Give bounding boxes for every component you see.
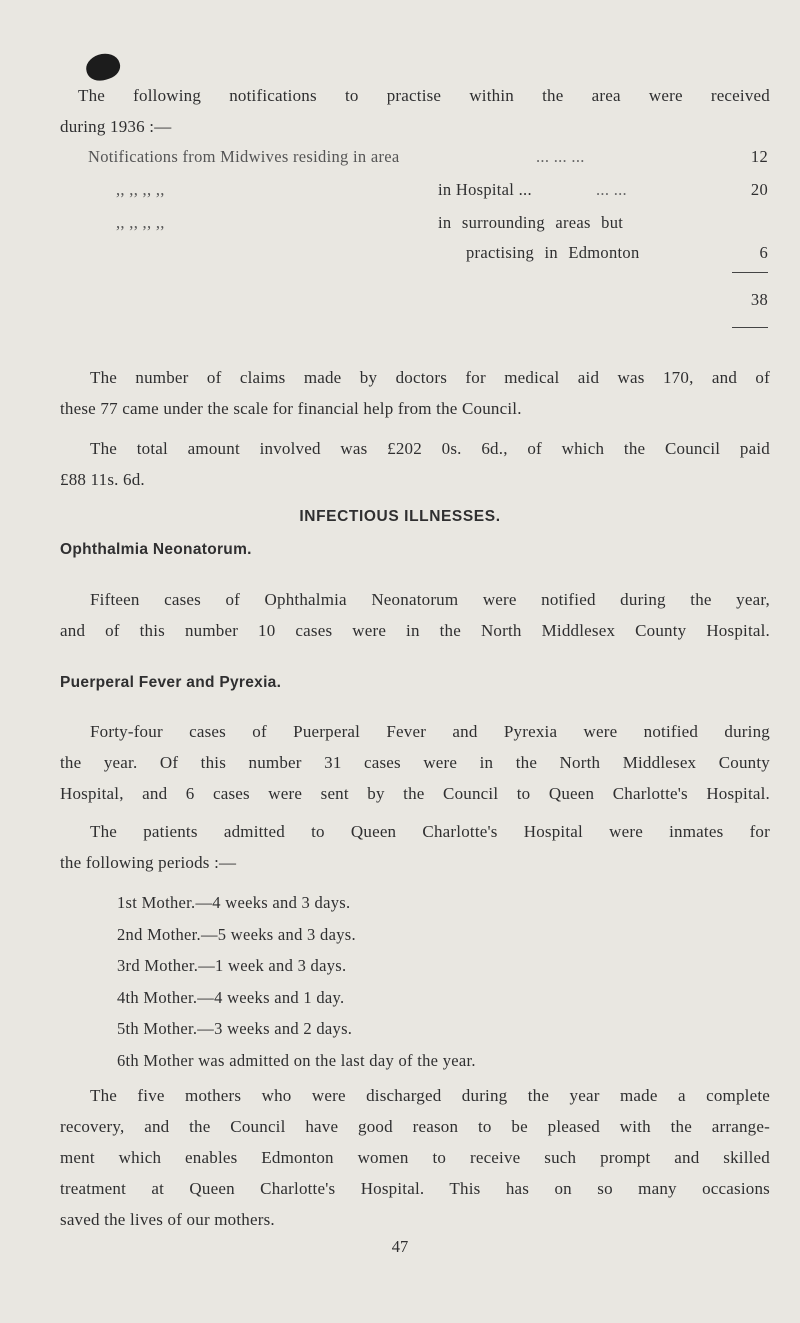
row-leader-dots: ... ... — [596, 180, 627, 199]
list-item: 5th Mother.—3 weeks and 2 days. — [117, 1019, 353, 1038]
puerperal-line-3: Hospital, and 6 cases were sent by the Council to Queen Charlotte's Hospital. — [60, 784, 770, 803]
row-value: 20 — [750, 180, 768, 199]
intro-line-1: The following notifications to practise within the area were received — [78, 86, 770, 105]
ditto-marks: ,, ,, ,, ,, — [116, 180, 165, 199]
mothers-list — [117, 887, 476, 1076]
patients-line-1: The patients admitted to Queen Charlotte's Hospital were inmates for — [90, 822, 770, 841]
section-heading: INFECTIOUS ILLNESSES. — [299, 508, 501, 525]
patients-paragraph — [60, 816, 770, 878]
closing-line-1: The five mothers who were discharged during the year made a complete — [90, 1086, 770, 1105]
list-item: 3rd Mother.—1 week and 3 days. — [117, 956, 347, 975]
ophthalmia-paragraph — [60, 584, 770, 646]
ophthalmia-line-2: and of this number 10 cases were in the North Middlesex County Hospital. — [60, 621, 770, 640]
row-value: 12 — [750, 147, 768, 166]
closing-line-3: ment which enables Edmonton women to receive such prompt and skilled — [60, 1148, 770, 1167]
list-item: 1st Mother.—4 weeks and 3 days. — [117, 893, 351, 912]
claims-paragraph — [60, 362, 770, 424]
intro-paragraph — [60, 80, 770, 142]
row-value: 6 — [759, 243, 768, 262]
closing-line-4: treatment at Queen Charlotte's Hospital. This has on so many occasions — [60, 1179, 770, 1198]
amount-line-1: The total amount involved was £202 0s. 6d., of which the Council paid — [90, 439, 770, 458]
patients-line-2: the following periods :— — [60, 853, 237, 872]
claims-line-2: these 77 came under the scale for financial help from the Council. — [60, 399, 522, 418]
total-rule-bottom — [732, 327, 768, 328]
page-number: 47 — [391, 1237, 409, 1256]
closing-line-5: saved the lives of our mothers. — [60, 1210, 275, 1229]
ophthalmia-heading: Ophthalmia Neonatorum. — [60, 541, 252, 558]
ditto-marks: ,, ,, ,, ,, — [116, 213, 165, 232]
puerperal-heading: Puerperal Fever and Pyrexia. — [60, 674, 282, 691]
row-leader-dots: ... ... ... — [536, 147, 585, 166]
claims-line-1: The number of claims made by doctors for medical aid was 170, and of — [90, 368, 770, 387]
row-label: in Hospital ... — [438, 180, 532, 199]
row-label: in surrounding areas but — [438, 213, 624, 232]
total-value: 38 — [750, 290, 768, 309]
row-label: practising in Edmonton — [466, 243, 640, 262]
row-label: Notifications from Midwives residing in area — [88, 147, 400, 166]
list-item: 6th Mother was admitted on the last day of the year. — [117, 1050, 476, 1070]
list-item: 4th Mother.—4 weeks and 1 day. — [117, 987, 345, 1007]
intro-line-2: during 1936 :— — [60, 117, 172, 136]
amount-paragraph — [60, 433, 770, 495]
total-rule-top — [732, 272, 768, 273]
puerperal-line-2: the year. Of this number 31 cases were in the North Middlesex County — [60, 753, 770, 772]
puerperal-line-1: Forty-four cases of Puerperal Fever and Pyrexia were notified during — [90, 722, 770, 741]
amount-line-2: £88 11s. 6d. — [60, 470, 145, 489]
puerperal-paragraph — [60, 716, 770, 809]
closing-paragraph — [60, 1080, 770, 1235]
closing-line-2: recovery, and the Council have good reason to be pleased with the arrange- — [60, 1117, 770, 1136]
list-item: 2nd Mother.—5 weeks and 3 days. — [117, 924, 356, 944]
ophthalmia-line-1: Fifteen cases of Ophthalmia Neonatorum were notified during the year, — [90, 590, 770, 609]
